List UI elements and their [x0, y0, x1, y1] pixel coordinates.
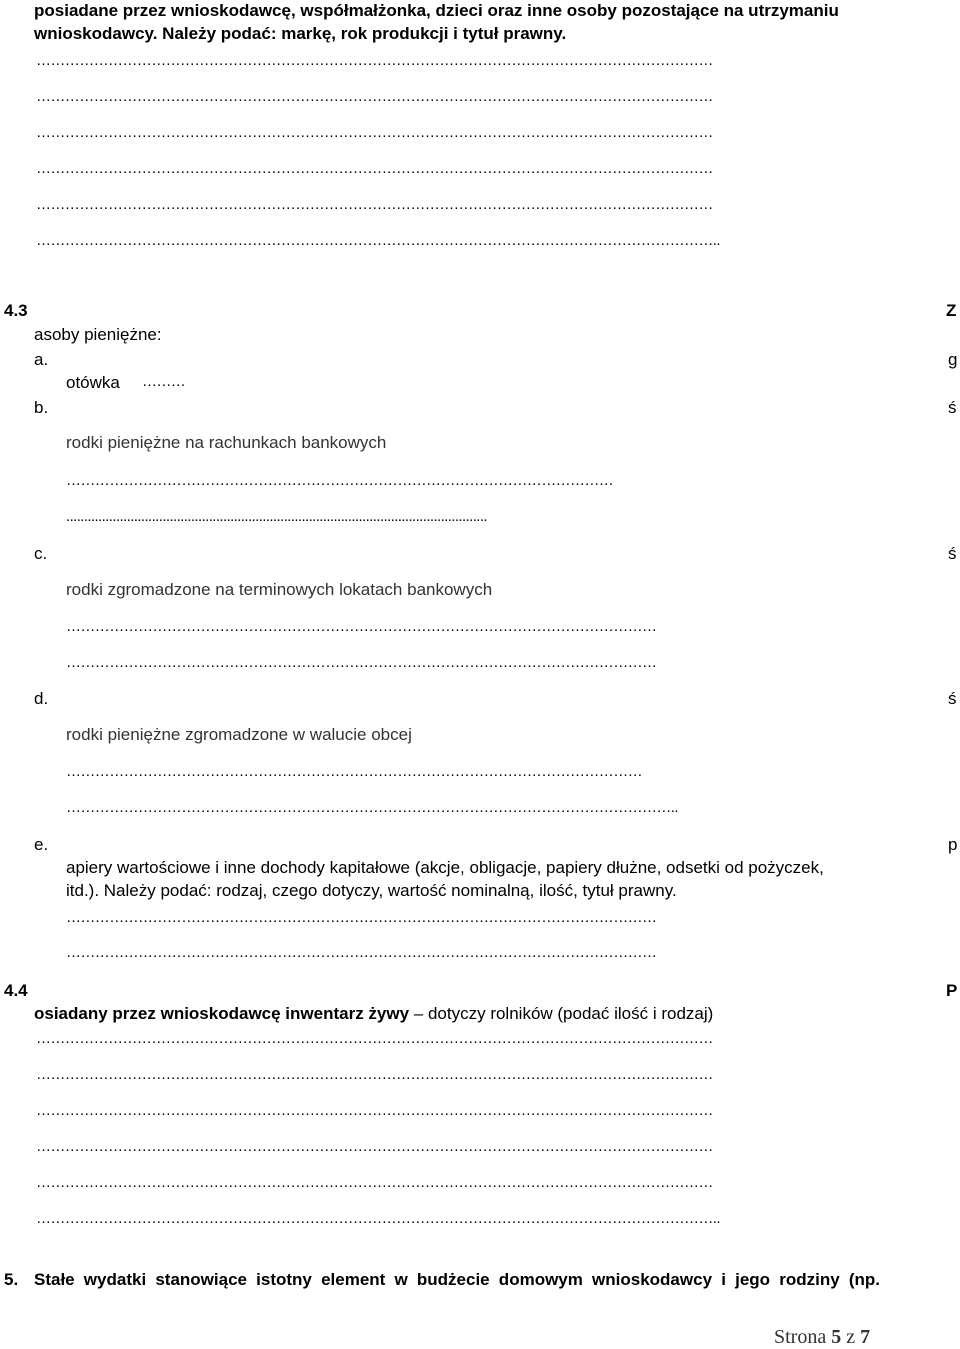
answer-line[interactable]: …………………………………………………………………………………………………………………………….. [36, 1210, 720, 1227]
section-4-4-heading [34, 1004, 713, 1024]
item-e-answer-1[interactable]: …………………………………………………………………………………………………………… [66, 909, 657, 926]
item-c-answer-1[interactable]: …………………………………………………………………………………………………………… [66, 618, 657, 635]
item-e-answer-2[interactable]: …………………………………………………………………………………………………………… [66, 944, 657, 961]
answer-line[interactable]: …………………………………………………………………………………………………………………………… [36, 196, 713, 213]
item-b-answer-2[interactable]: ...................................................................................................................... [66, 508, 487, 525]
item-a-marker: a. [34, 350, 49, 369]
item-c-dropcap: ś [948, 544, 957, 563]
answer-line[interactable]: …………………………………………………………………………………………………………………………… [36, 1102, 713, 1119]
section-number-4-3: 4.3 [4, 301, 28, 320]
answer-line[interactable]: …………………………………………………………………………………………………………………………… [36, 160, 713, 177]
page-number [774, 1326, 870, 1349]
item-d-answer-2[interactable]: ……………………………………………………………………………………………………………….. [66, 799, 678, 816]
item-b-label: rodki pieniężne na rachunkach bankowych [66, 433, 387, 452]
section-number-4-4: 4.4 [4, 981, 28, 1000]
intro-line-2: wnioskodawcy. Należy podać: markę, rok produkcji i tytuł prawny. [34, 24, 567, 43]
item-c-label: rodki zgromadzone na terminowych lokatach bankowych [66, 580, 493, 599]
answer-line[interactable]: …………………………………………………………………………………………………………………………… [36, 1030, 713, 1047]
item-b-answer-1[interactable]: …………………………………………………………………………………………………… [66, 472, 614, 489]
section-4-4-heading-rest: – dotyczy rolników (podać ilość i rodzaj) [409, 1004, 714, 1023]
item-d-dropcap: ś [948, 689, 957, 708]
item-b-dropcap: ś [948, 398, 957, 417]
answer-line[interactable]: …………………………………………………………………………………………………………………………… [36, 124, 713, 141]
answer-line[interactable]: …………………………………………………………………………………………………………………………… [36, 52, 713, 69]
item-e-marker: e. [34, 835, 49, 854]
answer-line[interactable]: …………………………………………………………………………………………………………………………… [36, 88, 713, 105]
item-a-dropcap: g [948, 350, 958, 369]
item-d-marker: d. [34, 689, 49, 708]
page-word: Strona [774, 1326, 827, 1348]
item-d-answer-1[interactable]: ………………………………………………………………………………………………………… [66, 763, 643, 780]
page-current: 5 [831, 1326, 842, 1348]
page-total: 7 [860, 1326, 871, 1348]
item-c-marker: c. [34, 544, 48, 563]
item-d-label: rodki pieniężne zgromadzone w walucie obcej [66, 725, 412, 744]
intro-line-1: posiadane przez wnioskodawcę, współmałżonka, dzieci oraz inne osoby pozostające na utrzymaniu [34, 1, 839, 20]
section-4-3-heading: asoby pieniężne: [34, 325, 162, 344]
section-5-heading: Stałe wydatki stanowiące istotny element w budżecie domowym wnioskodawcy i jego rodziny (np. [34, 1270, 880, 1289]
section-4-4-heading-bold: osiadany przez wnioskodawcę inwentarz żywy [34, 1004, 410, 1023]
item-c-answer-2[interactable]: …………………………………………………………………………………………………………… [66, 654, 657, 671]
answer-line[interactable]: …………………………………………………………………………………………………………………………… [36, 1174, 713, 1191]
item-a-answer[interactable]: ……… [142, 373, 186, 390]
item-e-dropcap: p [948, 835, 958, 854]
page-of: z [846, 1326, 856, 1348]
section-number-5: 5. [4, 1270, 19, 1289]
section-4-4-dropcap: P [946, 981, 958, 1000]
answer-line[interactable]: …………………………………………………………………………………………………………………………… [36, 1066, 713, 1083]
section-4-3-dropcap: Z [946, 301, 957, 320]
item-a-label: otówka [66, 373, 120, 392]
answer-line[interactable]: …………………………………………………………………………………………………………………………… [36, 1138, 713, 1155]
item-e-label-2: itd.). Należy podać: rodzaj, czego dotyczy, wartość nominalną, ilość, tytuł prawny. [66, 881, 677, 900]
item-b-marker: b. [34, 398, 49, 417]
item-e-label-1: apiery wartościowe i inne dochody kapitałowe (akcje, obligacje, papiery dłużne, odsetki od pożyczek, [66, 858, 824, 877]
answer-line[interactable]: …………………………………………………………………………………………………………………………….. [36, 232, 720, 249]
